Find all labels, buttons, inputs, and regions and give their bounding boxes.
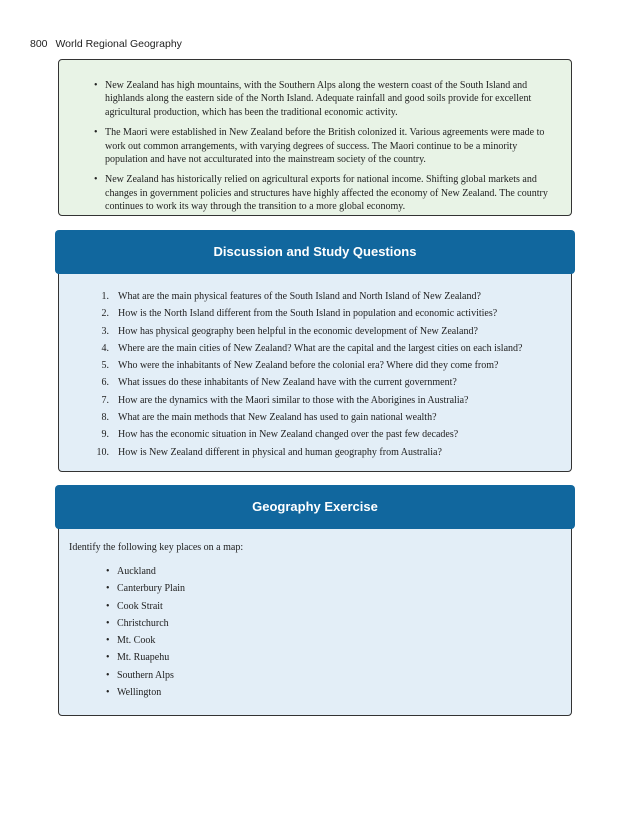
- key-takeaways-box: [58, 59, 572, 216]
- question-number: 8.: [101, 412, 109, 424]
- summary-bullet: • The Maori were established in New Zealand before the British colonized it. Various agreements were made to work out common arrangements, with varying degrees of success. The Maori continue to be a minority population and have not acculturated into the mainstream society of the country.: [105, 126, 557, 166]
- question-text: How are the dynamics with the Maori similar to those with the Aborigines in Australia?: [118, 394, 469, 406]
- question-item: [81, 409, 561, 426]
- question-list: [81, 288, 561, 461]
- geography-exercise-box: [58, 489, 572, 716]
- summary-bullet: • New Zealand has historically relied on agricultural exports for national income. Shifting global markets and changes in government policies and structures have highly affected the economy of New Zealand. The country continues to work its way through the transition to a more global economy.: [105, 173, 557, 213]
- question-text: What are the main methods that New Zealand has used to gain national wealth?: [118, 412, 437, 424]
- question-number: 5.: [101, 360, 109, 372]
- question-number: 9.: [101, 429, 109, 441]
- exercise-intro: Identify the following key places on a map:: [69, 542, 244, 553]
- question-item: [81, 357, 561, 374]
- question-item: [81, 340, 561, 357]
- question-text: How has the economic situation in New Zealand changed over the past few decades?: [118, 429, 459, 441]
- question-item: [81, 323, 561, 340]
- question-text: How is New Zealand different in physical and human geography from Australia?: [118, 446, 442, 458]
- question-number: 4.: [101, 342, 109, 354]
- place-item: • Christchurch: [117, 615, 185, 632]
- place-item: • Mt. Ruapehu: [117, 649, 185, 666]
- discussion-questions-box: [58, 234, 572, 472]
- book-title: World Regional Geography: [55, 38, 182, 50]
- question-text: How has physical geography been helpful in the economic development of New Zealand?: [118, 325, 478, 337]
- question-number: 10.: [96, 446, 109, 458]
- discussion-title: Discussion and Study Questions: [55, 230, 575, 274]
- question-item: [81, 374, 561, 391]
- question-item: [81, 426, 561, 443]
- question-number: 7.: [101, 394, 109, 406]
- question-number: 6.: [101, 377, 109, 389]
- summary-bullet: • New Zealand has high mountains, with the Southern Alps along the western coast of the South Island and highlands along the eastern side of the North Island. Adequate rainfall and good soils provide for excellent agricultural production, which has been the traditional economic activity.: [105, 79, 557, 119]
- question-text: What issues do these inhabitants of New Zealand have with the current government?: [118, 377, 457, 389]
- question-text: Who were the inhabitants of New Zealand before the colonial era? Where did they come from?: [118, 360, 499, 372]
- place-item: • Mt. Cook: [117, 632, 185, 649]
- question-item: [81, 444, 561, 461]
- question-item: [81, 305, 561, 322]
- question-item: [81, 392, 561, 409]
- question-text: What are the main physical features of the South Island and North Island of New Zealand?: [118, 291, 481, 302]
- place-item: • Wellington: [117, 684, 185, 701]
- question-number: 2.: [101, 308, 109, 320]
- places-list: [117, 563, 185, 701]
- running-head: [30, 38, 182, 50]
- place-item: • Canterbury Plain: [117, 580, 185, 597]
- place-item: • Cook Strait: [117, 598, 185, 615]
- exercise-title: Geography Exercise: [55, 485, 575, 529]
- question-number: 1.: [101, 291, 109, 302]
- page-number: 800: [30, 38, 48, 50]
- question-text: How is the North Island different from the South Island in population and economic activities?: [118, 308, 498, 320]
- place-item: • Auckland: [117, 563, 185, 580]
- question-number: 3.: [101, 325, 109, 337]
- summary-list: [105, 79, 557, 214]
- question-item: [81, 288, 561, 305]
- question-text: Where are the main cities of New Zealand? What are the capital and the largest cities on each island?: [118, 342, 523, 354]
- place-item: • Southern Alps: [117, 667, 185, 684]
